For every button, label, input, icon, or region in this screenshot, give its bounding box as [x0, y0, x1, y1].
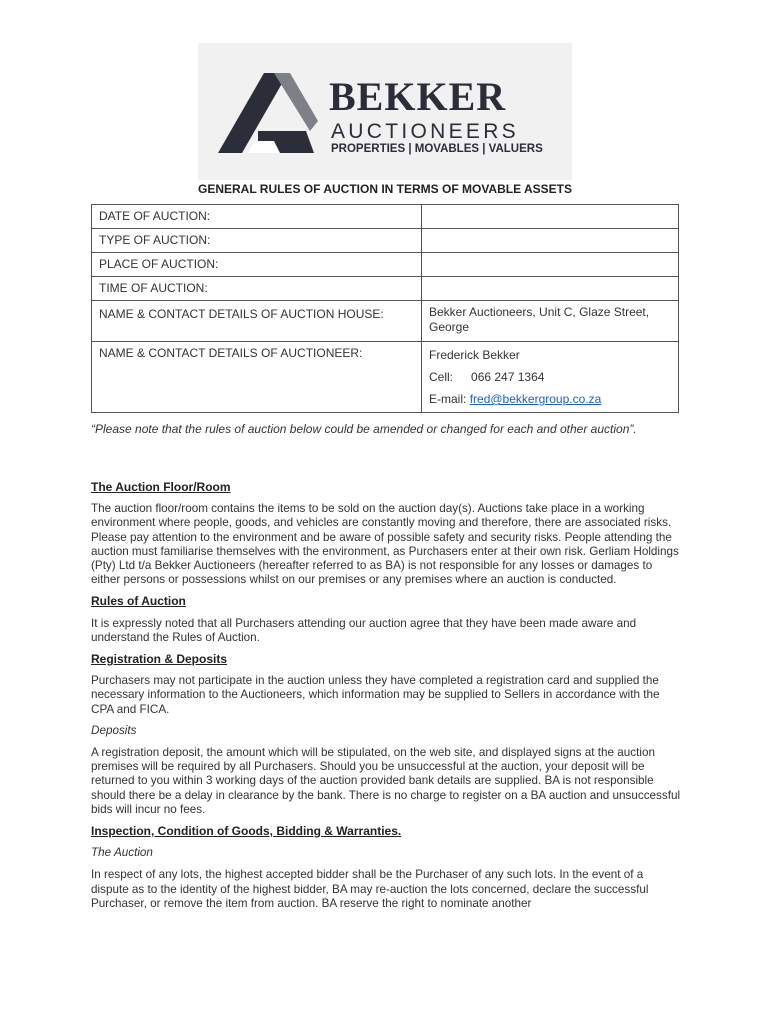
inspection-heading: Inspection, Condition of Goods, Bidding & Warranties.	[91, 824, 402, 839]
auctioneer-value	[422, 342, 679, 413]
house-label: NAME & CONTACT DETAILS OF AUCTION HOUSE:	[92, 301, 422, 342]
auction-details-table	[91, 204, 679, 413]
rules-heading: Rules of Auction	[91, 594, 186, 609]
email-link[interactable]: fred@bekkergroup.co.za	[469, 392, 602, 406]
logo-tagline: PROPERTIES | MOVABLES | VALUERS	[331, 143, 543, 155]
auctioneer-cell	[429, 366, 671, 388]
company-logo	[198, 43, 572, 180]
cell-label: Cell:	[429, 370, 454, 384]
table-row	[92, 205, 679, 229]
place-value	[422, 253, 679, 277]
logo-mark-icon	[218, 73, 318, 163]
place-label: PLACE OF AUCTION:	[92, 253, 422, 277]
auction-subheading: The Auction	[91, 846, 153, 860]
type-label: TYPE OF AUCTION:	[92, 229, 422, 253]
auction-paragraph: In respect of any lots, the highest accepted bidder shall be the Purchaser of any such lots. In the event of a dispute as to the identity of the highest bidder, BA may re-auction the lots concerned, declare the successful Purchaser, or remove the item from auction. BA reserve the right to nominate another	[91, 868, 649, 910]
cell-number: 066 247 1364	[471, 370, 545, 384]
date-value	[422, 205, 679, 229]
registration-heading: Registration & Deposits	[91, 652, 228, 667]
registration-paragraph: Purchasers may not participate in the auction unless they have completed a registration card and supplied the necessary information to the Auctioneers, which information may be supplied to Sellers in accordance with the CPA and FICA.	[91, 674, 660, 716]
house-address-line-1: Bekker Auctioneers, Unit C, Glaze Street,	[429, 305, 650, 319]
auctioneer-label: NAME & CONTACT DETAILS OF AUCTIONEER:	[92, 342, 422, 413]
logo-subtitle: AUCTIONEERS	[331, 120, 519, 143]
logo-name: BEKKER	[329, 74, 507, 119]
email-label: E-mail:	[429, 392, 467, 406]
table-row	[92, 342, 679, 413]
type-value	[422, 229, 679, 253]
house-value	[422, 301, 679, 342]
table-row	[92, 229, 679, 253]
time-value	[422, 277, 679, 301]
auctioneer-name: Frederick Bekker	[429, 348, 520, 362]
floor-paragraph: The auction floor/room contains the items to be sold on the auction day(s). Auctions take place in a working environment where people, goods, and vehicles are constantly moving and therefore, there are associated risks. Please pay attention to the environment and be aware of possible safety and security risks. People attending the auction must familiarise themselves with the environment, as Purchasers enter at their own risk. Gerliam Holdings (Pty) Ltd t/a Bekker Auctioneers (hereafter referred to as BA) is not responsible for any losses or damages to either persons or possessions whilst on our premises or any premises where an auction is conducted.	[91, 502, 679, 587]
amendment-note: “Please note that the rules of auction below could be amended or changed for each and other auction”.	[91, 422, 637, 436]
house-address-line-2: George	[429, 320, 470, 334]
deposits-paragraph: A registration deposit, the amount which will be stipulated, on the web site, and displayed signs at the auction premises will be required by all Purchasers. Should you be unsuccessful at the auction, your deposit will be returned to you within 3 working days of the auction provided bank details are supplied. BA is not responsible should there be a delay in clearance by the bank. There is no charge to register on a BA auction and unsuccessful bids will incur no fees.	[91, 746, 681, 816]
table-row	[92, 277, 679, 301]
time-label: TIME OF AUCTION:	[92, 277, 422, 301]
deposits-subheading: Deposits	[91, 723, 137, 737]
rules-paragraph: It is expressly noted that all Purchasers attending our auction agree that they have been made aware and understand the Rules of Auction.	[91, 616, 637, 644]
table-row	[92, 301, 679, 342]
auctioneer-email	[429, 388, 671, 410]
document-title: GENERAL RULES OF AUCTION IN TERMS OF MOVABLE ASSETS	[197, 182, 572, 196]
table-row	[92, 253, 679, 277]
date-label: DATE OF AUCTION:	[92, 205, 422, 229]
floor-heading: The Auction Floor/Room	[91, 480, 231, 494]
rules-body	[91, 480, 681, 918]
